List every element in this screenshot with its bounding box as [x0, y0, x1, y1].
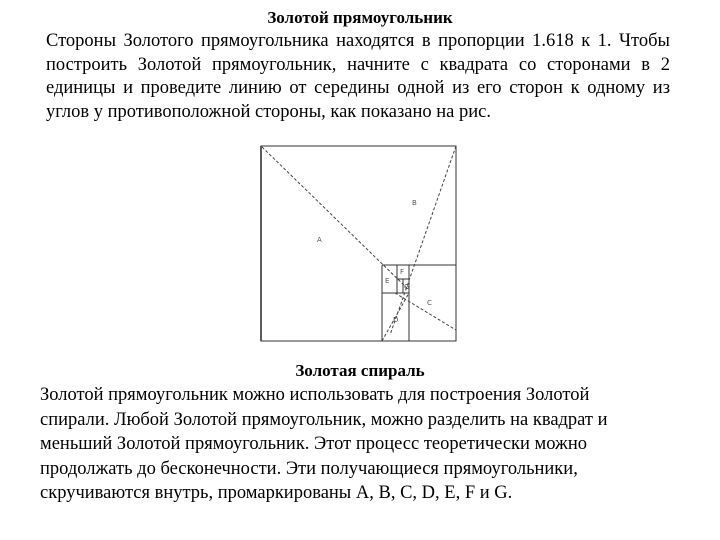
label-d: D	[393, 316, 399, 324]
section-title-golden-rectangle: Золотой прямоугольник	[267, 8, 453, 27]
label-e: E	[385, 277, 390, 285]
label-g: G	[404, 283, 410, 291]
diagonal-line-a	[262, 147, 409, 290]
paragraph-line: Золотой прямоугольник можно использовать для построения Золотой	[40, 385, 590, 405]
paragraph-line: продолжать до бесконечности. Эти получающиеся прямоугольники,	[40, 458, 578, 479]
label-c: C	[427, 299, 432, 307]
label-a: A	[317, 236, 322, 244]
paragraph-line: спирали. Любой Золотой прямоугольник, можно разделить на квадрат и	[40, 409, 608, 430]
label-b: B	[412, 199, 417, 207]
golden-rectangle-paragraph: Стороны Золотого прямоугольника находятся в пропорции 1.618 к 1. Чтобы построить Золотой прямоугольник, начните с квадрата со сторонами в 2 единицы и проведите линию от середины одной из его сторон к одному из углов у противоположной стороны, как показано на рис.	[46, 31, 670, 122]
diagonal-line-b	[390, 146, 456, 335]
section-title-golden-spiral: Золотая спираль	[295, 361, 425, 380]
diagonal-line-d	[395, 293, 456, 330]
label-f: F	[400, 268, 405, 276]
golden-spiral-paragraph	[40, 383, 680, 506]
paragraph-line: меньший Золотой прямоугольник. Этот процесс теоретически можно	[40, 434, 587, 454]
paragraph-line: скручиваются внутрь, промаркированы A, B, C, D, E, F и G.	[40, 483, 513, 503]
